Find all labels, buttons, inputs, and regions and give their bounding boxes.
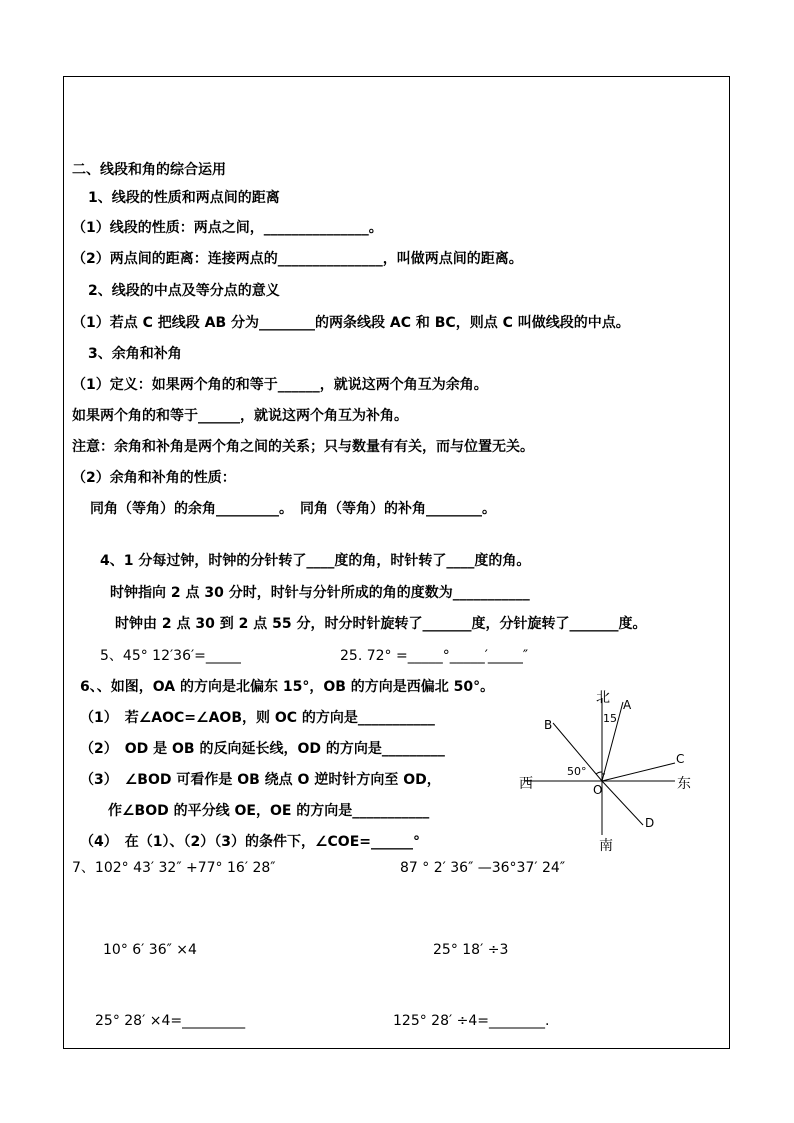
question-1-2: （2）两点间的距离：连接两点的_______________，叫做两点间的距离。	[72, 251, 523, 267]
question-3-1: （1）定义：如果两个角的和等于______，就说这两个角互为余角。	[72, 377, 488, 393]
angle-15-label: 15	[603, 712, 617, 725]
question-7c: 10° 6′ 36″ ×4	[103, 942, 197, 958]
question-6-2: （2） OD 是 OB 的反向延长线，OD 的方向是_________	[80, 741, 445, 757]
question-6-4: （4） 在（1）、（2）（3）的条件下，∠COE=______°	[80, 834, 420, 850]
question-5b: 25. 72° =_____°_____′_____″	[340, 648, 529, 664]
point-a-label: A	[623, 698, 632, 712]
question-7f: 125° 28′ ÷4=________.	[393, 1013, 550, 1029]
question-7b: 87 ° 2′ 36″ —36°37′ 24″	[400, 860, 566, 876]
question-4: 4、1 分每过钟，时钟的分针转了____度的角，时针转了____度的角。	[100, 553, 531, 569]
angle-50-arc	[596, 772, 602, 774]
ray-oc	[602, 763, 675, 781]
question-7e: 25° 28′ ×4=_________	[95, 1013, 246, 1029]
west-label: 西	[519, 776, 533, 792]
question-4b: 时钟指向 2 点 30 分时，时针与分针所成的角的度数为___________	[110, 585, 530, 601]
heading-2: 2、线段的中点及等分点的意义	[88, 283, 280, 299]
question-3-2-content: 同角（等角）的余角_________。 同角（等角）的补角________。	[90, 501, 496, 517]
ray-od	[602, 781, 643, 825]
question-6-3: （3） ∠BOD 可看作是 OB 绕点 O 逆时针方向至 OD，	[80, 772, 441, 788]
direction-figure	[515, 690, 695, 855]
question-3-1b: 如果两个角的和等于______，就说这两个角互为补角。	[72, 408, 408, 424]
question-4c: 时钟由 2 点 30 到 2 点 55 分，时分时针旋转了_______度，分针旋转了_______度。	[115, 616, 647, 632]
north-label: 北	[596, 690, 610, 706]
section-title: 二、线段和角的综合运用	[72, 162, 226, 178]
note: 注意：余角和补角是两个角之间的关系；只与数量有有关，而与位置无关。	[72, 439, 534, 455]
question-2-1: （1）若点 C 把线段 AB 分为________的两条线段 AC 和 BC，则点 C 叫做线段的中点。	[72, 315, 630, 331]
heading-1: 1、线段的性质和两点间的距离	[88, 190, 280, 206]
east-label: 东	[677, 776, 691, 792]
question-7a: 7、102° 43′ 32″ +77° 16′ 28″	[72, 860, 276, 876]
question-3-2: （2）余角和补角的性质：	[72, 470, 236, 486]
question-1-1: （1）线段的性质：两点之间，_______________。	[72, 220, 383, 236]
question-5a: 5、45° 12′36′=_____	[100, 648, 241, 664]
point-c-label: C	[676, 752, 685, 766]
question-6: 6、、如图，OA 的方向是北偏东 15°，OB 的方向是西偏北 50°。	[80, 679, 495, 695]
angle-50-label: 50°	[567, 765, 587, 778]
question-6-1: （1） 若∠AOC=∠AOB，则 OC 的方向是___________	[80, 710, 435, 726]
heading-3: 3、余角和补角	[88, 346, 182, 362]
south-label: 南	[599, 838, 613, 854]
point-o-label: O	[593, 783, 603, 797]
point-b-label: B	[544, 718, 553, 732]
question-6-3b: 作∠BOD 的平分线 OE，OE 的方向是___________	[108, 803, 430, 819]
point-d-label: D	[645, 816, 655, 830]
question-7d: 25° 18′ ÷3	[433, 942, 509, 958]
